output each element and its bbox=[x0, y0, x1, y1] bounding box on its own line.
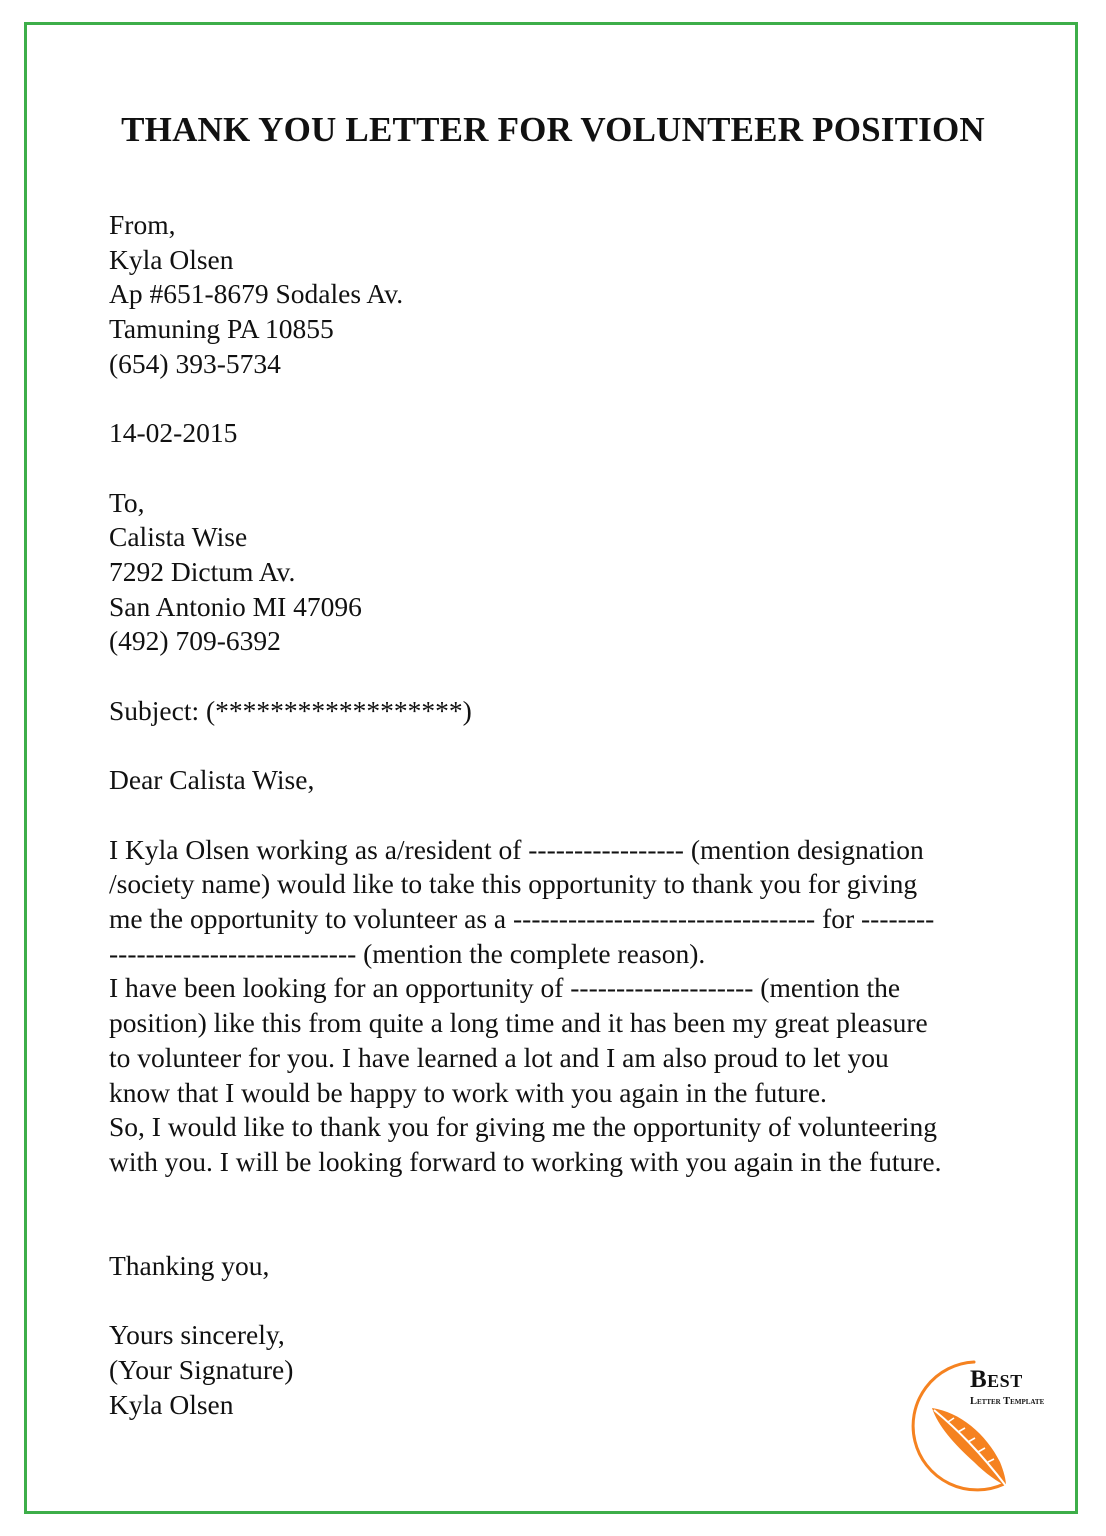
recipient-address-line-1: 7292 Dictum Av. bbox=[109, 556, 296, 587]
body-paragraphs bbox=[109, 833, 1009, 1180]
recipient-name: Calista Wise bbox=[109, 521, 248, 553]
sender-name: Kyla Olsen bbox=[109, 243, 234, 275]
closing-block bbox=[109, 1318, 1009, 1422]
closing-thanks: Thanking you, bbox=[109, 1250, 270, 1281]
sender-address-line-2: Tamuning PA 10855 bbox=[109, 313, 334, 345]
body-line: position) like this from quite a long time and it has been my great pleasure bbox=[109, 1007, 928, 1039]
sender-phone: (654) 393-5734 bbox=[109, 347, 281, 379]
recipient-address-line-2: San Antonio MI 47096 bbox=[109, 590, 362, 622]
letter-date: 14-02-2015 bbox=[109, 417, 238, 449]
closing-signature: (Your Signature) bbox=[109, 1354, 294, 1386]
brand-logo bbox=[902, 1356, 1062, 1496]
body-line: I Kyla Olsen working as a/resident of ----------------- (mention designation bbox=[109, 833, 924, 865]
body-line: with you. I will be looking forward to working with you again in the future. bbox=[109, 1145, 942, 1177]
spacer bbox=[109, 382, 1009, 417]
closing-sign-off: Yours sincerely, bbox=[109, 1319, 285, 1351]
body-line: /society name) would like to take this opportunity to thank you for giving bbox=[109, 868, 918, 900]
salutation: Dear Calista Wise, bbox=[109, 764, 315, 796]
body-line: So, I would like to thank you for giving me the opportunity of volunteering bbox=[109, 1111, 937, 1143]
spacer bbox=[109, 451, 1009, 486]
spacer bbox=[109, 1180, 1009, 1249]
recipient-phone: (492) 709-6392 bbox=[109, 625, 281, 657]
recipient-block bbox=[109, 486, 1009, 660]
body-line: I have been looking for an opportunity of -------------------- (mention the bbox=[109, 972, 901, 1004]
sender-label: From, bbox=[109, 209, 176, 240]
subject-line: Subject: (******************) bbox=[109, 694, 472, 726]
body-line: know that I would be happy to work with you again in the future. bbox=[109, 1076, 827, 1108]
spacer bbox=[109, 659, 1009, 694]
sender-address-line-1: Ap #651-8679 Sodales Av. bbox=[109, 278, 404, 310]
letter-title: THANK YOU LETTER FOR VOLUNTEER POSITION bbox=[121, 110, 985, 149]
logo-word: Best bbox=[970, 1366, 1023, 1393]
sender-block bbox=[109, 208, 1009, 382]
letter-body bbox=[109, 208, 1009, 1423]
body-line: --------------------------- (mention the complete reason). bbox=[109, 937, 706, 969]
closing-name: Kyla Olsen bbox=[109, 1388, 234, 1420]
spacer bbox=[109, 729, 1009, 764]
spacer bbox=[109, 798, 1009, 833]
recipient-label: To, bbox=[109, 486, 145, 518]
logo-tagline: Letter Template bbox=[970, 1396, 1045, 1407]
spacer bbox=[109, 1284, 1009, 1319]
body-line: to volunteer for you. I have learned a lot and I am also proud to let you bbox=[109, 1041, 889, 1073]
body-line: me the opportunity to volunteer as a --------------------------------- for -------- bbox=[109, 902, 935, 934]
